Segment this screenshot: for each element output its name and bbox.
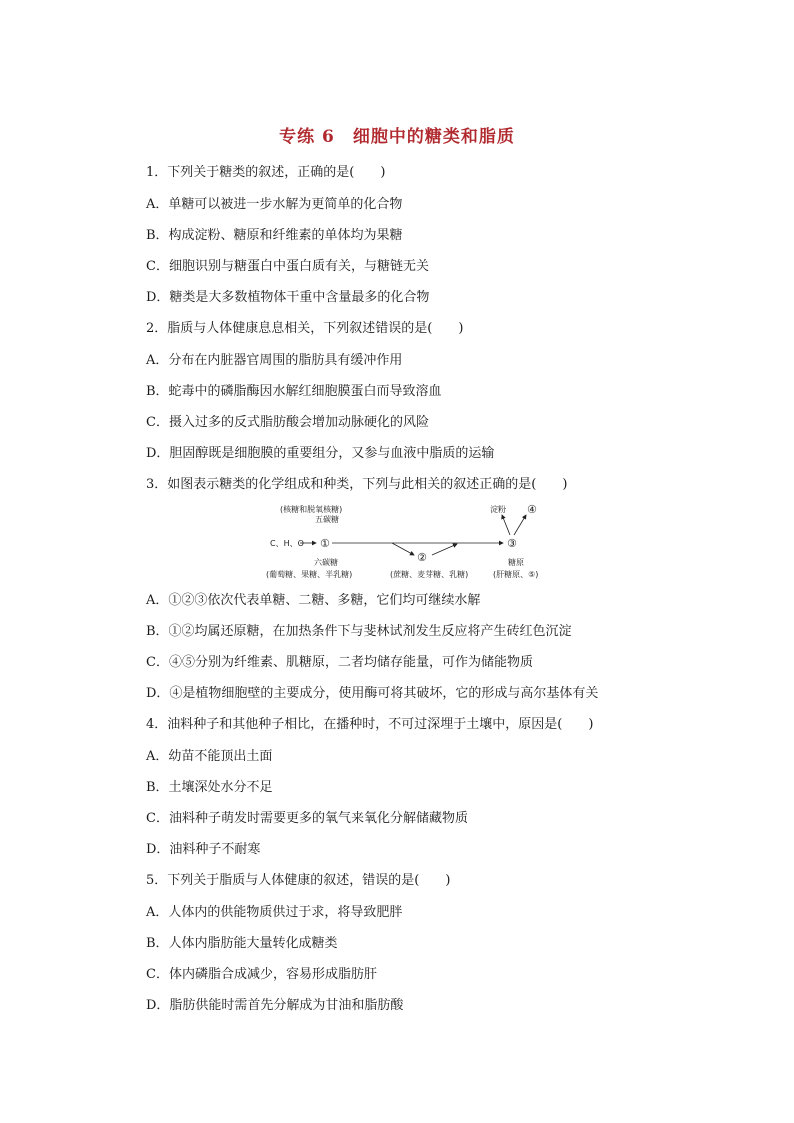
q1-option-a: A．单糖可以被进一步水解为更简单的化合物 bbox=[146, 197, 403, 212]
label-starch: 淀粉 bbox=[490, 505, 506, 514]
q5-option-c: C．体内磷脂合成减少，容易形成脂肪肝 bbox=[146, 967, 377, 982]
page-title: 专练 6 细胞中的糖类和脂质 bbox=[279, 127, 515, 147]
q1-option-d: D．糖类是大多数植物体干重中含量最多的化合物 bbox=[146, 290, 430, 305]
q5-stem: 5．下列关于脂质与人体健康的叙述，错误的是( ) bbox=[146, 873, 451, 888]
q5-option-a: A．人体内的供能物质供过于求，将导致肥胖 bbox=[146, 905, 403, 920]
node-3: ③ bbox=[507, 537, 517, 550]
label-glycogen: 糖原 bbox=[508, 558, 524, 567]
q1-stem: 1．下列关于糖类的叙述，正确的是( ) bbox=[146, 165, 386, 180]
label-hexose-paren: (葡萄糖、果糖、半乳糖) bbox=[266, 570, 353, 579]
q4-option-a: A．幼苗不能顶出土面 bbox=[146, 749, 273, 764]
label-elements: C、H、O bbox=[270, 539, 304, 548]
node-1: ① bbox=[320, 537, 330, 550]
q3-option-c: C．④⑤分别为纤维素、肌糖原，二者均储存能量，可作为储能物质 bbox=[146, 655, 533, 670]
arrow-3-to-4 bbox=[514, 515, 526, 535]
label-pentose: 五碳糖 bbox=[315, 515, 339, 524]
q1-option-c: C．细胞识别与糖蛋白中蛋白质有关，与糖链无关 bbox=[146, 259, 429, 274]
q3-option-d: D．④是植物细胞壁的主要成分，使用酶可将其破坏，它的形成与高尔基体有关 bbox=[146, 686, 599, 701]
q2-option-d: D．胆固醇既是细胞膜的重要组分，又参与血液中脂质的运输 bbox=[146, 446, 495, 461]
node-2: ② bbox=[417, 551, 427, 564]
label-glycogen-paren: (肝糖原、⑤) bbox=[493, 570, 539, 579]
q5-option-b: B．人体内脂肪能大量转化成糖类 bbox=[146, 936, 338, 951]
q4-option-d: D．油料种子不耐寒 bbox=[146, 842, 261, 857]
label-hexose: 六碳糖 bbox=[314, 558, 338, 567]
q5-option-d: D．脂肪供能时需首先分解成为甘油和脂肪酸 bbox=[146, 998, 404, 1013]
q3-option-b: B．①②均属还原糖，在加热条件下与斐林试剂发生反应将产生砖红色沉淀 bbox=[146, 624, 572, 639]
arrow-2-to-3 bbox=[432, 544, 457, 555]
q1-option-b: B．构成淀粉、糖原和纤维素的单体均为果糖 bbox=[146, 228, 403, 243]
q2-option-c: C．摄入过多的反式脂肪酸会增加动脉硬化的风险 bbox=[146, 415, 429, 430]
q3-stem: 3．如图表示糖类的化学组成和种类，下列与此相关的叙述正确的是( ) bbox=[146, 477, 568, 492]
q2-option-b: B．蛇毒中的磷脂酶因水解红细胞膜蛋白而导致溶血 bbox=[146, 384, 442, 399]
arrow-3-to-starch bbox=[502, 515, 510, 535]
q4-option-b: B．土壤深处水分不足 bbox=[146, 780, 273, 795]
arrow-1-to-2 bbox=[392, 543, 414, 555]
q4-option-c: C．油料种子萌发时需要更多的氧气来氧化分解储藏物质 bbox=[146, 811, 468, 826]
q4-stem: 4．油料种子和其他种子相比，在播种时，不可过深埋于土壤中，原因是( ) bbox=[146, 717, 594, 732]
q2-option-a: A．分布在内脏器官周围的脂肪具有缓冲作用 bbox=[146, 353, 403, 368]
q3-option-a: A．①②③依次代表单糖、二糖、多糖，它们均可继续水解 bbox=[146, 593, 481, 608]
label-disaccharide-paren: (蔗糖、麦芽糖、乳糖) bbox=[390, 570, 469, 579]
sugar-classification-diagram bbox=[262, 503, 562, 585]
q2-stem: 2．脂质与人体健康息息相关，下列叙述错误的是( ) bbox=[146, 321, 464, 336]
node-4: ④ bbox=[527, 503, 537, 516]
label-top-paren: (核糖和脱氧核糖) bbox=[280, 505, 343, 514]
